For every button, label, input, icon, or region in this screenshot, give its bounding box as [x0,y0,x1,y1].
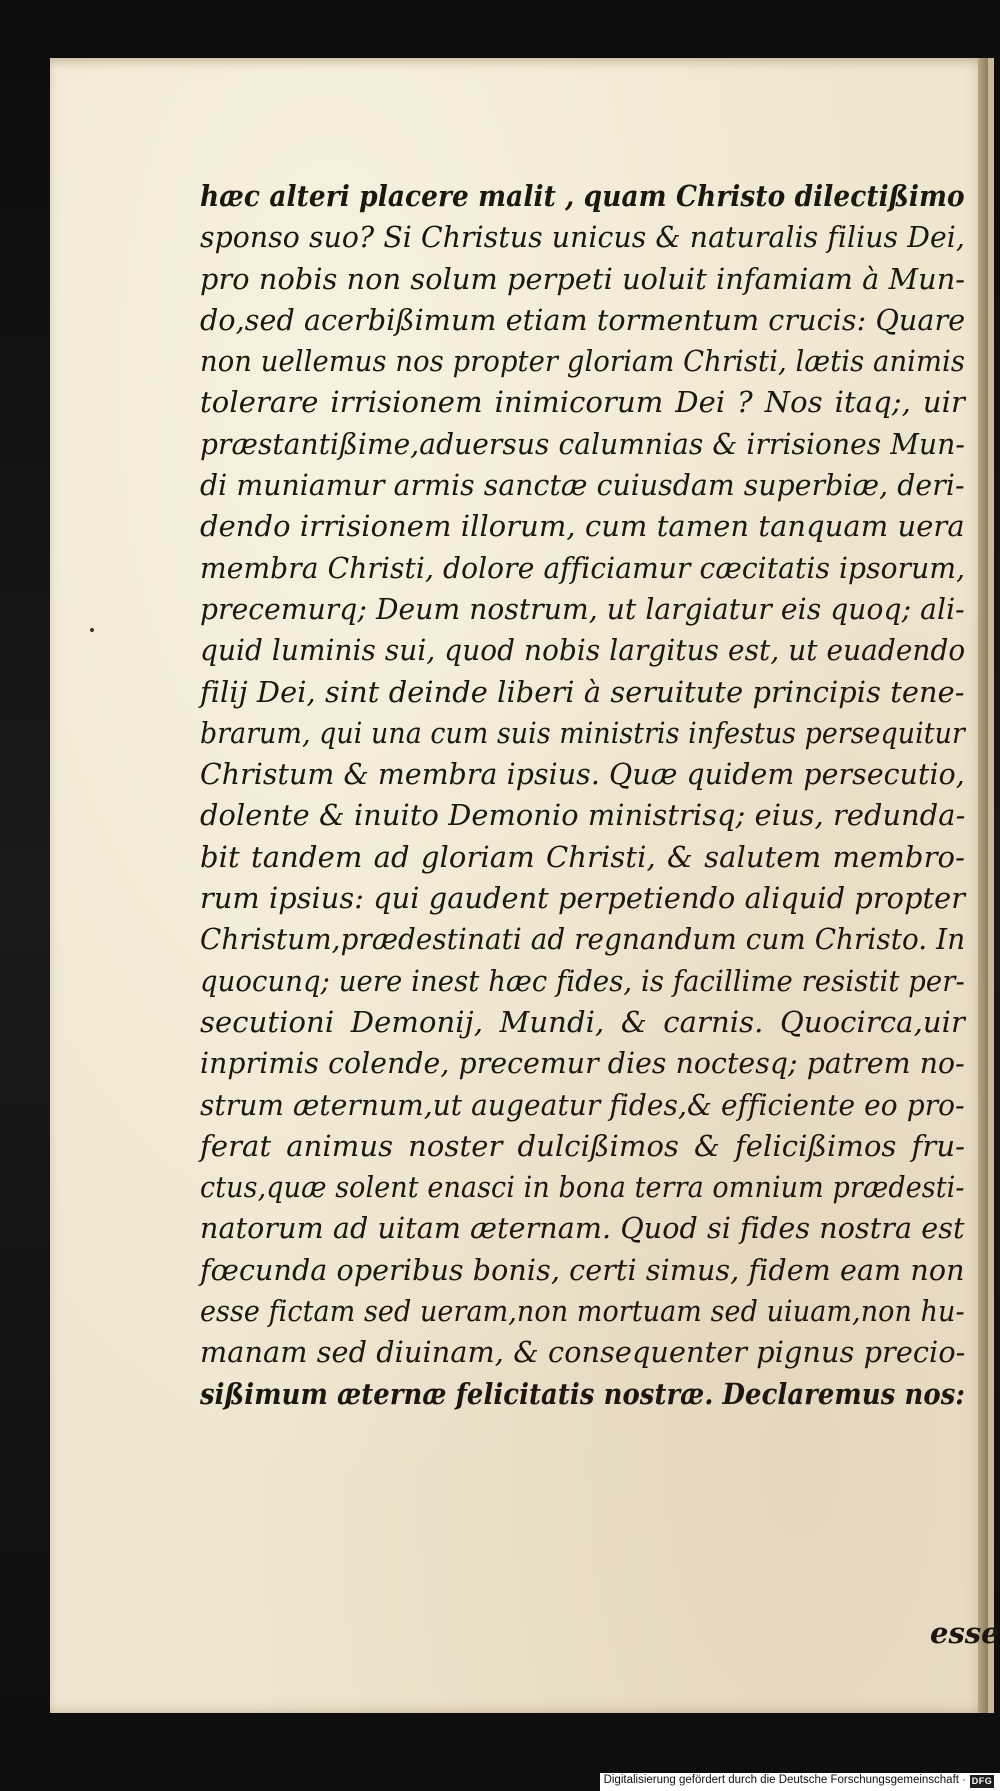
text-line: bit tandem ad gloriam Christi, & salutem membro- [200,839,965,874]
text-line: strum æternum,ut augeatur fides,& efficiente eo pro- [200,1087,965,1122]
page-edge [978,58,988,1713]
text-line: secutioni Demonij, Mundi, & carnis. Quocirca,uir [200,1004,965,1039]
text-line: sponso suo? Si Christus unicus & naturalis filius Dei, [200,220,966,255]
ink-speck [90,628,94,632]
text-line: non uellemus nos propter gloriam Christi, lætis animis [200,344,966,379]
text-line: pro nobis non solum perpeti uoluit infamiam à Mun- [200,261,966,296]
text-line: hæc alteri placere malit , quam Christo dilectißimo [200,179,965,213]
dfg-logo: DFG [971,1776,993,1786]
page-text [200,176,965,1415]
text-line: membra Christi, dolore afficiamur cæcitatis ipsorum, [200,550,966,585]
text-line: Christum,prædestinati ad regnandum cum Christo. In [200,922,966,957]
text-line: inprimis colende, precemur dies noctesq; patrem no- [200,1046,965,1081]
text-line: Christum & membra ipsius. Quæ quidem persecutio, [200,757,965,792]
text-line: natorum ad uitam æternam. Quod si fides nostra est [200,1211,965,1246]
text-line: precemurq; Deum nostrum, ut largiatur eis quoq; ali- [200,591,965,626]
text-line: dendo irrisionem illorum, cum tamen tanquam uera [200,509,965,544]
text-line: tolerare irrisionem inimicorum Dei ? Nos itaq;, uir [200,385,965,420]
text-line: di muniamur armis sanctæ cuiusdam superbiæ, deri- [200,468,965,503]
text-line: esse fictam sed ueram,non mortuam sed uiuam,non hu- [200,1294,965,1329]
text-line: dolente & inuito Demonio ministrisq; eius, redunda- [200,798,966,833]
text-line: ctus,quæ solent enasci in bona terra omnium prædesti- [200,1170,965,1205]
text-line: fœcunda operibus bonis, certi simus, fidem eam non [200,1252,965,1287]
text-line: rum ipsius: qui gaudent perpetiendo aliquid propter [200,881,966,916]
catchword: esse [930,1616,1000,1650]
text-line: filij Dei, sint deinde liberi à seruitute principis tene- [200,674,965,709]
text-line: præstantißime,aduersus calumnias & irrisiones Mun- [200,426,965,461]
text-line: quocunq; uere inest hæc fides, is facillime resistit per- [200,963,965,998]
digitization-credit: Digitalisierung gefördert durch die Deutsche Forschungsgemeinschaft · [603,1774,966,1786]
text-line: do,sed acerbißimum etiam tormentum crucis: Quare [200,302,966,337]
text-line: brarum, qui una cum suis ministris infestus persequitur [200,715,965,750]
text-line: ferat animus noster dulcißimos & felicißimos fru- [200,1128,965,1163]
text-line: manam sed diuinam, & consequenter pignus precio- [200,1335,966,1370]
text-line: sißimum æternæ felicitatis nostræ. Declaremus nos: [200,1376,966,1411]
text-line: quid luminis sui, quod nobis largitus est, ut euadendo [200,633,966,668]
